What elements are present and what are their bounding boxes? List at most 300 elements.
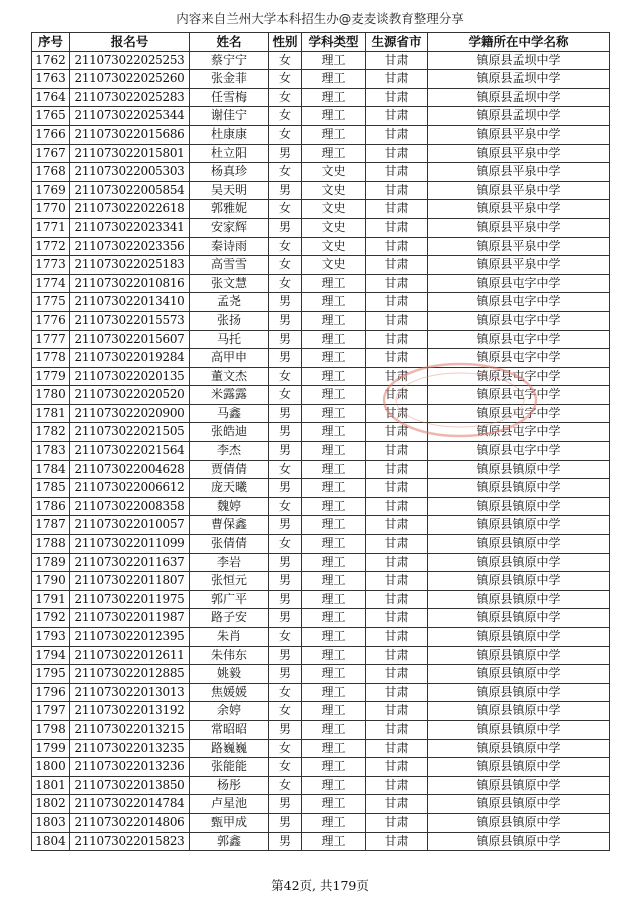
cell-school: 镇原县屯字中学 [428,330,610,349]
cell-school: 镇原县镇原中学 [428,572,610,591]
cell-subject-type: 文史 [302,218,366,237]
cell-gender: 男 [269,516,302,535]
cell-subject-type: 文史 [302,237,366,256]
cell-subject-type: 理工 [302,739,366,758]
column-header-subject-type: 学科类型 [302,33,366,52]
cell-seq: 1799 [32,739,70,758]
cell-seq: 1764 [32,88,70,107]
cell-subject-type: 理工 [302,460,366,479]
cell-subject-type: 理工 [302,70,366,89]
cell-province: 甘肃 [366,256,428,275]
cell-gender: 男 [269,144,302,163]
cell-registration-no: 211073022020135 [70,367,190,386]
cell-registration-no: 211073022022618 [70,200,190,219]
cell-name: 余婷 [190,702,269,721]
cell-gender: 女 [269,683,302,702]
cell-province: 甘肃 [366,163,428,182]
cell-school: 镇原县屯字中学 [428,367,610,386]
cell-name: 高雪雪 [190,256,269,275]
table-row [32,200,610,219]
cell-subject-type: 理工 [302,404,366,423]
cell-gender: 男 [269,293,302,312]
cell-seq: 1792 [32,609,70,628]
table-row [32,609,610,628]
table-row [32,535,610,554]
cell-registration-no: 211073022013192 [70,702,190,721]
cell-subject-type: 理工 [302,572,366,591]
cell-school: 镇原县镇原中学 [428,535,610,554]
cell-subject-type: 理工 [302,683,366,702]
table-row [32,758,610,777]
cell-province: 甘肃 [366,479,428,498]
cell-registration-no: 211073022005303 [70,163,190,182]
cell-gender: 女 [269,237,302,256]
cell-gender: 女 [269,702,302,721]
column-header-name: 姓名 [190,33,269,52]
cell-name: 贾倩倩 [190,460,269,479]
cell-name: 任雪梅 [190,88,269,107]
column-header-gender: 性别 [269,33,302,52]
cell-registration-no: 211073022020900 [70,404,190,423]
cell-name: 卢星池 [190,795,269,814]
cell-province: 甘肃 [366,293,428,312]
cell-registration-no: 211073022025260 [70,70,190,89]
cell-gender: 男 [269,553,302,572]
table-row [32,646,610,665]
cell-province: 甘肃 [366,535,428,554]
cell-subject-type: 理工 [302,274,366,293]
cell-province: 甘肃 [366,311,428,330]
cell-province: 甘肃 [366,237,428,256]
cell-gender: 男 [269,832,302,851]
cell-subject-type: 理工 [302,590,366,609]
cell-registration-no: 211073022013013 [70,683,190,702]
cell-subject-type: 理工 [302,349,366,368]
cell-gender: 女 [269,70,302,89]
table-row [32,813,610,832]
cell-registration-no: 211073022011975 [70,590,190,609]
cell-seq: 1787 [32,516,70,535]
table-header-row [32,33,610,52]
cell-subject-type: 理工 [302,423,366,442]
cell-name: 张扬 [190,311,269,330]
cell-subject-type: 理工 [302,702,366,721]
cell-subject-type: 文史 [302,256,366,275]
cell-subject-type: 理工 [302,88,366,107]
table-row [32,404,610,423]
cell-province: 甘肃 [366,404,428,423]
table-row [32,311,610,330]
cell-registration-no: 211073022013410 [70,293,190,312]
cell-registration-no: 211073022012395 [70,628,190,647]
cell-province: 甘肃 [366,813,428,832]
cell-gender: 男 [269,646,302,665]
cell-name: 甄甲成 [190,813,269,832]
cell-registration-no: 211073022010057 [70,516,190,535]
table-row [32,293,610,312]
cell-name: 谢佳宁 [190,107,269,126]
cell-province: 甘肃 [366,200,428,219]
table-row [32,423,610,442]
cell-gender: 女 [269,367,302,386]
cell-school: 镇原县镇原中学 [428,516,610,535]
cell-name: 郭广平 [190,590,269,609]
cell-seq: 1781 [32,404,70,423]
cell-school: 镇原县镇原中学 [428,497,610,516]
cell-province: 甘肃 [366,572,428,591]
table-row [32,795,610,814]
cell-name: 曹保鑫 [190,516,269,535]
cell-seq: 1783 [32,442,70,461]
cell-province: 甘肃 [366,665,428,684]
cell-registration-no: 211073022012885 [70,665,190,684]
cell-seq: 1789 [32,553,70,572]
cell-subject-type: 理工 [302,628,366,647]
table-row [32,442,610,461]
cell-gender: 女 [269,739,302,758]
cell-name: 蔡宁宁 [190,51,269,70]
cell-gender: 女 [269,274,302,293]
cell-subject-type: 理工 [302,479,366,498]
cell-gender: 女 [269,107,302,126]
cell-seq: 1784 [32,460,70,479]
admission-roster-table [31,32,610,851]
cell-seq: 1772 [32,237,70,256]
cell-registration-no: 211073022012611 [70,646,190,665]
cell-province: 甘肃 [366,646,428,665]
cell-registration-no: 211073022011987 [70,609,190,628]
cell-subject-type: 理工 [302,646,366,665]
table-row [32,88,610,107]
cell-gender: 男 [269,330,302,349]
cell-seq: 1773 [32,256,70,275]
cell-province: 甘肃 [366,720,428,739]
cell-gender: 女 [269,776,302,795]
cell-province: 甘肃 [366,107,428,126]
cell-seq: 1766 [32,125,70,144]
cell-school: 镇原县屯字中学 [428,349,610,368]
cell-registration-no: 211073022014806 [70,813,190,832]
cell-gender: 男 [269,442,302,461]
cell-province: 甘肃 [366,758,428,777]
cell-province: 甘肃 [366,51,428,70]
cell-registration-no: 211073022023341 [70,218,190,237]
cell-subject-type: 文史 [302,163,366,182]
cell-gender: 男 [269,795,302,814]
cell-seq: 1768 [32,163,70,182]
table-row [32,460,610,479]
table-row [32,628,610,647]
cell-gender: 女 [269,163,302,182]
cell-school: 镇原县平泉中学 [428,256,610,275]
cell-gender: 男 [269,349,302,368]
cell-name: 张恒元 [190,572,269,591]
cell-subject-type: 理工 [302,553,366,572]
table-row [32,776,610,795]
cell-school: 镇原县孟坝中学 [428,107,610,126]
cell-gender: 女 [269,51,302,70]
cell-subject-type: 理工 [302,107,366,126]
cell-province: 甘肃 [366,590,428,609]
table-body [32,51,610,851]
cell-seq: 1780 [32,386,70,405]
cell-subject-type: 理工 [302,125,366,144]
cell-province: 甘肃 [366,386,428,405]
table-row [32,144,610,163]
cell-subject-type: 理工 [302,832,366,851]
cell-school: 镇原县屯字中学 [428,442,610,461]
cell-school: 镇原县镇原中学 [428,665,610,684]
cell-seq: 1797 [32,702,70,721]
cell-registration-no: 211073022013850 [70,776,190,795]
cell-subject-type: 理工 [302,758,366,777]
cell-registration-no: 211073022025283 [70,88,190,107]
cell-gender: 女 [269,497,302,516]
cell-name: 路巍巍 [190,739,269,758]
cell-seq: 1790 [32,572,70,591]
table-row [32,497,610,516]
cell-registration-no: 211073022005854 [70,181,190,200]
cell-school: 镇原县镇原中学 [428,795,610,814]
cell-gender: 男 [269,311,302,330]
cell-registration-no: 211073022011807 [70,572,190,591]
cell-name: 李岩 [190,553,269,572]
table-row [32,367,610,386]
column-header-registration-no: 报名号 [70,33,190,52]
cell-province: 甘肃 [366,460,428,479]
cell-seq: 1785 [32,479,70,498]
cell-name: 朱肖 [190,628,269,647]
cell-school: 镇原县屯字中学 [428,293,610,312]
cell-gender: 女 [269,200,302,219]
cell-school: 镇原县镇原中学 [428,832,610,851]
cell-seq: 1762 [32,51,70,70]
cell-school: 镇原县孟坝中学 [428,88,610,107]
cell-subject-type: 理工 [302,442,366,461]
table-row [32,218,610,237]
cell-school: 镇原县平泉中学 [428,163,610,182]
cell-province: 甘肃 [366,776,428,795]
cell-province: 甘肃 [366,144,428,163]
cell-gender: 女 [269,256,302,275]
cell-subject-type: 文史 [302,200,366,219]
cell-gender: 男 [269,813,302,832]
cell-school: 镇原县镇原中学 [428,553,610,572]
cell-province: 甘肃 [366,423,428,442]
cell-gender: 男 [269,572,302,591]
cell-registration-no: 211073022013236 [70,758,190,777]
cell-gender: 男 [269,218,302,237]
cell-name: 张能能 [190,758,269,777]
cell-registration-no: 211073022008358 [70,497,190,516]
cell-gender: 男 [269,590,302,609]
cell-gender: 男 [269,404,302,423]
cell-subject-type: 理工 [302,330,366,349]
cell-name: 孟尧 [190,293,269,312]
cell-province: 甘肃 [366,349,428,368]
column-header-province: 生源省市 [366,33,428,52]
cell-registration-no: 211073022013235 [70,739,190,758]
cell-subject-type: 理工 [302,795,366,814]
table-row [32,572,610,591]
cell-school: 镇原县镇原中学 [428,720,610,739]
table-row [32,516,610,535]
cell-province: 甘肃 [366,739,428,758]
table-row [32,702,610,721]
cell-gender: 女 [269,125,302,144]
table-row [32,163,610,182]
cell-gender: 女 [269,535,302,554]
cell-school: 镇原县屯字中学 [428,423,610,442]
cell-seq: 1779 [32,367,70,386]
cell-school: 镇原县平泉中学 [428,144,610,163]
cell-name: 焦媛媛 [190,683,269,702]
cell-subject-type: 理工 [302,311,366,330]
cell-name: 郭雅妮 [190,200,269,219]
cell-seq: 1767 [32,144,70,163]
cell-seq: 1788 [32,535,70,554]
cell-seq: 1804 [32,832,70,851]
cell-seq: 1791 [32,590,70,609]
cell-seq: 1770 [32,200,70,219]
cell-name: 张皓迪 [190,423,269,442]
cell-seq: 1803 [32,813,70,832]
cell-seq: 1778 [32,349,70,368]
cell-gender: 男 [269,423,302,442]
cell-seq: 1769 [32,181,70,200]
cell-registration-no: 211073022011637 [70,553,190,572]
cell-name: 高甲申 [190,349,269,368]
cell-province: 甘肃 [366,181,428,200]
cell-school: 镇原县平泉中学 [428,200,610,219]
table-row [32,330,610,349]
cell-registration-no: 211073022011099 [70,535,190,554]
cell-school: 镇原县平泉中学 [428,125,610,144]
cell-registration-no: 211073022025253 [70,51,190,70]
cell-school: 镇原县平泉中学 [428,237,610,256]
cell-name: 常昭昭 [190,720,269,739]
cell-subject-type: 理工 [302,665,366,684]
cell-school: 镇原县镇原中学 [428,628,610,647]
table-row [32,739,610,758]
cell-province: 甘肃 [366,497,428,516]
cell-gender: 女 [269,758,302,777]
cell-subject-type: 理工 [302,535,366,554]
cell-name: 张倩倩 [190,535,269,554]
cell-seq: 1794 [32,646,70,665]
cell-registration-no: 211073022020520 [70,386,190,405]
cell-name: 张金菲 [190,70,269,89]
cell-name: 郭鑫 [190,832,269,851]
cell-name: 米露露 [190,386,269,405]
table-row [32,237,610,256]
cell-gender: 女 [269,386,302,405]
cell-school: 镇原县平泉中学 [428,181,610,200]
cell-seq: 1763 [32,70,70,89]
cell-gender: 男 [269,720,302,739]
table-row [32,590,610,609]
cell-registration-no: 211073022015686 [70,125,190,144]
table-row [32,349,610,368]
cell-registration-no: 211073022019284 [70,349,190,368]
cell-subject-type: 理工 [302,609,366,628]
cell-school: 镇原县镇原中学 [428,758,610,777]
cell-province: 甘肃 [366,832,428,851]
cell-subject-type: 理工 [302,144,366,163]
cell-school: 镇原县屯字中学 [428,274,610,293]
cell-province: 甘肃 [366,702,428,721]
cell-province: 甘肃 [366,516,428,535]
cell-name: 姚毅 [190,665,269,684]
cell-province: 甘肃 [366,795,428,814]
cell-name: 杨真珍 [190,163,269,182]
cell-seq: 1776 [32,311,70,330]
cell-registration-no: 211073022006612 [70,479,190,498]
cell-seq: 1800 [32,758,70,777]
cell-gender: 女 [269,88,302,107]
cell-name: 马托 [190,330,269,349]
table-row [32,665,610,684]
cell-registration-no: 211073022025183 [70,256,190,275]
cell-province: 甘肃 [366,88,428,107]
cell-name: 杨彤 [190,776,269,795]
cell-school: 镇原县镇原中学 [428,683,610,702]
cell-subject-type: 文史 [302,181,366,200]
cell-school: 镇原县镇原中学 [428,646,610,665]
cell-seq: 1798 [32,720,70,739]
cell-province: 甘肃 [366,683,428,702]
cell-subject-type: 理工 [302,813,366,832]
cell-province: 甘肃 [366,553,428,572]
table-row [32,386,610,405]
cell-subject-type: 理工 [302,386,366,405]
table-row [32,832,610,851]
cell-province: 甘肃 [366,274,428,293]
cell-name: 杜立阳 [190,144,269,163]
cell-province: 甘肃 [366,218,428,237]
cell-seq: 1777 [32,330,70,349]
cell-subject-type: 理工 [302,293,366,312]
cell-school: 镇原县镇原中学 [428,702,610,721]
cell-name: 杜康康 [190,125,269,144]
cell-school: 镇原县孟坝中学 [428,51,610,70]
cell-registration-no: 211073022015823 [70,832,190,851]
cell-registration-no: 211073022013215 [70,720,190,739]
cell-school: 镇原县镇原中学 [428,776,610,795]
cell-school: 镇原县平泉中学 [428,218,610,237]
cell-gender: 男 [269,479,302,498]
table-row [32,256,610,275]
cell-name: 魏婷 [190,497,269,516]
table-row [32,553,610,572]
table-row [32,720,610,739]
cell-registration-no: 211073022010816 [70,274,190,293]
cell-gender: 男 [269,181,302,200]
cell-gender: 女 [269,460,302,479]
cell-subject-type: 理工 [302,497,366,516]
table-row [32,274,610,293]
cell-gender: 女 [269,628,302,647]
column-header-school: 学籍所在中学名称 [428,33,610,52]
table-row [32,51,610,70]
cell-subject-type: 理工 [302,51,366,70]
cell-province: 甘肃 [366,442,428,461]
table-row [32,107,610,126]
cell-subject-type: 理工 [302,516,366,535]
cell-seq: 1793 [32,628,70,647]
cell-name: 张文慧 [190,274,269,293]
table-row [32,70,610,89]
